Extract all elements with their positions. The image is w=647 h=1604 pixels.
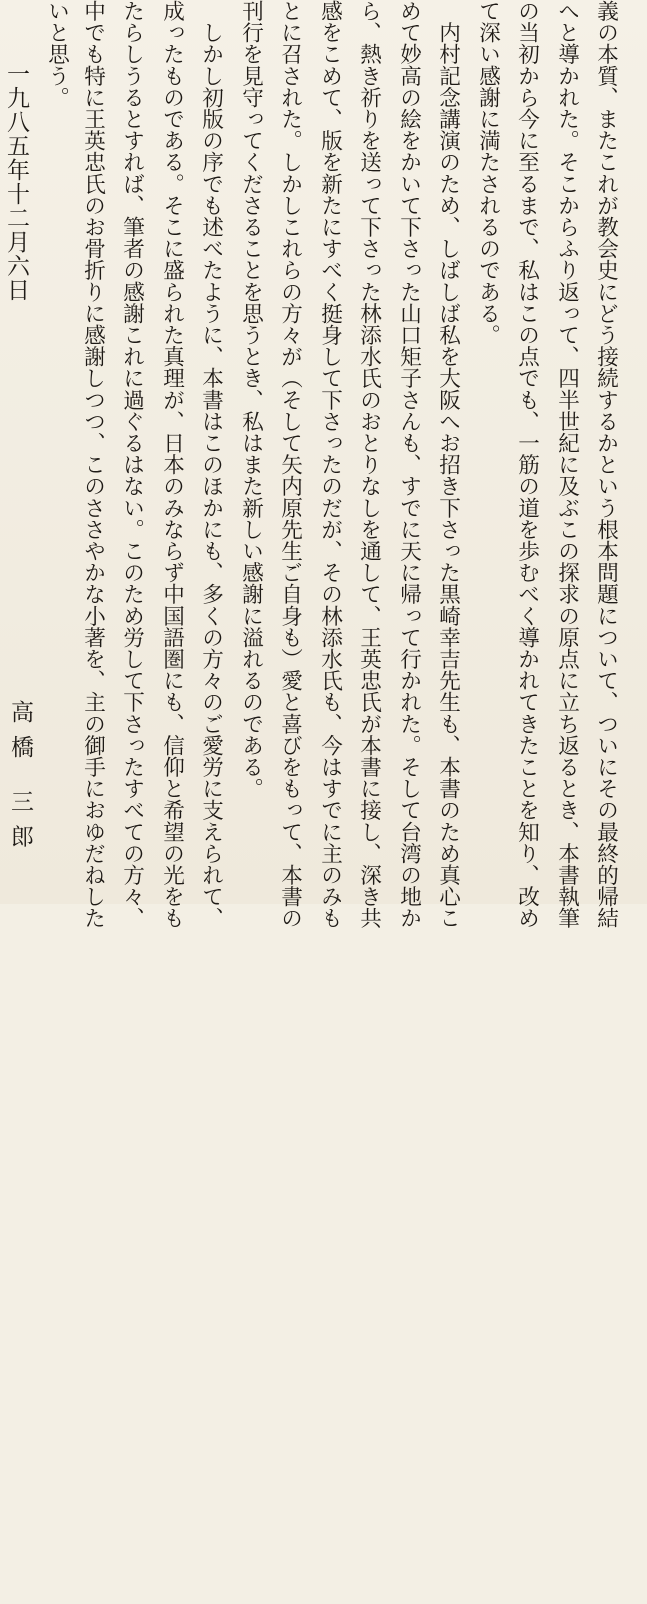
text-column-3: の当初から今に至るまで、私はこの点でも、一筋の道を歩むべく導かれてきたことを知り、改め [514, 0, 540, 929]
text-column-10: 刊行を見守ってくださることを思うとき、私はまた新しい感謝に溢れるのである。 [238, 0, 264, 800]
text-column-7: ら、熱き祈りを送って下さった林添水氏のおとりなしを通して、王英忠氏が本書に接し、深き共 [356, 0, 382, 929]
text-column-1: 義の本質、またこれが教会史にどう接続するかという根本問題について、ついにその最終的帰結 [593, 0, 619, 929]
text-column-6: めて妙高の絵をかいて下さった山口矩子さんも、すでに天に帰って行かれた。そして台湾の地か [396, 0, 422, 929]
text-column-5: 内村記念講演のため、しばしば私を大阪へお招き下さった黒崎幸吉先生も、本書のため真心こ [435, 0, 461, 929]
text-column-14: 中でも特に王英忠氏のお骨折りに感謝しつつ、このささやかな小著を、主の御手におゆだねした [80, 0, 106, 929]
text-column-4: て深い感謝に満たされるのである。 [475, 0, 501, 346]
text-column-11: しかし初版の序でも述べたように、本書はこのほかにも、多くの方々のご愛労に支えられて、 [198, 0, 224, 929]
text-column-13: たらしうるとすれば、筆者の感謝これに過ぐるはない。このため労して下さったすべての方々、 [119, 0, 145, 929]
text-column-8: 感をこめて、版を新たにすべく挺身して下さったのだが、その林添水氏も、今はすでに主のみも [317, 0, 343, 929]
text-column-2: へと導かれた。そこからふり返って、四半世紀に及ぶこの探求の原点に立ち返るとき、本書執筆 [554, 0, 580, 929]
date-line: 一九八五年十二月六日 [3, 62, 29, 302]
author-signature: 高橋 三郎 [7, 700, 33, 860]
text-column-12: 成ったものである。そこに盛られた真理が、日本のみならず中国語圏にも、信仰と希望の光をも [159, 0, 185, 929]
text-column-9: とに召された。しかしこれらの方々が（そして矢内原先生ご自身も）愛と喜びをもって、本書の [277, 0, 303, 929]
text-column-15: いと思う。 [44, 0, 70, 108]
